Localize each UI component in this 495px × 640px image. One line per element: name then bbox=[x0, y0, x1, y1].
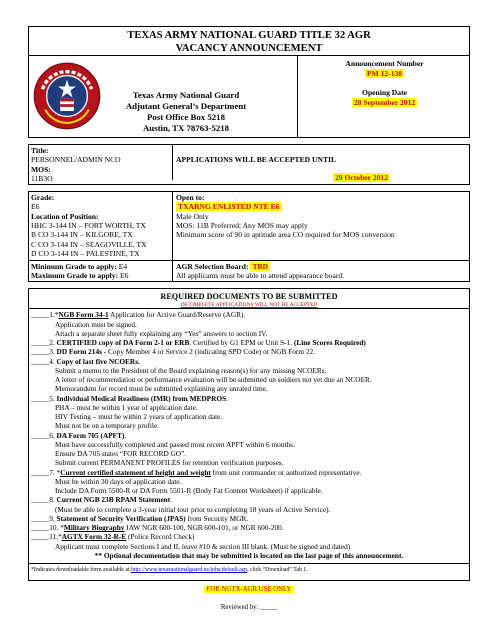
required-item bbox=[31, 329, 467, 338]
required-item bbox=[31, 532, 467, 541]
location-item: B CO 3-144 IN – KILGORE, TX bbox=[31, 230, 133, 240]
required-item-text: HIV Testing – must be within 2 years of application date. bbox=[55, 412, 223, 422]
required-item bbox=[31, 384, 467, 393]
dept-line: Texas Army National Guard bbox=[132, 90, 240, 100]
opening-date: 28 September 2012 bbox=[353, 98, 416, 107]
announcement-number-label: Announcement Number bbox=[345, 59, 424, 68]
required-item-text: . bbox=[226, 393, 228, 403]
required-item-text: - Copy Member 4 or Service 2 (indicating SPD Code) or NGB Form 22. bbox=[101, 347, 315, 357]
title-value: PERSONNEL/ADMIN NCO bbox=[31, 155, 121, 165]
required-item-text: _____5. bbox=[31, 393, 57, 403]
required-item bbox=[31, 310, 467, 319]
required-item bbox=[31, 449, 467, 458]
required-item bbox=[31, 542, 467, 551]
required-item-text: _____11.* bbox=[31, 532, 62, 542]
required-item bbox=[31, 366, 467, 375]
open-line: Minimum score of 90 in aptitude area CO required for MOS conversion bbox=[176, 230, 395, 240]
required-item-text: _____1.* bbox=[31, 310, 59, 320]
min-grade-label: Minimum Grade to apply: bbox=[31, 261, 117, 271]
required-item bbox=[31, 458, 467, 467]
open-line: MOS: 11B Preferred; Any MOS may apply bbox=[176, 221, 308, 231]
required-item-text: Ensure DA 705 states “FOR RECORD GO”. bbox=[55, 449, 187, 459]
required-item-text: Must not be on a temporary profile. bbox=[55, 421, 159, 431]
required-item bbox=[31, 514, 467, 523]
required-item-text: Attach a separate sheet fully explaining any “Yes” answers to section IV. bbox=[55, 328, 268, 338]
required-item bbox=[31, 440, 467, 449]
title-label: Title: bbox=[31, 146, 49, 155]
required-item-text: _____7. * bbox=[31, 467, 61, 477]
required-item-text: . bbox=[170, 495, 173, 505]
dept-line: Post Office Box 5218 bbox=[147, 112, 225, 122]
required-item bbox=[31, 421, 467, 430]
required-item-text: _____2. bbox=[31, 338, 57, 348]
closing-date: 29 October 2012 bbox=[334, 173, 388, 183]
use-only-label: FOR NGTX-AGR USE ONLY bbox=[204, 586, 295, 593]
required-item bbox=[31, 347, 467, 356]
title-line-1: TEXAS ARMY NATIONAL GUARD TITLE 32 AGR bbox=[127, 30, 371, 41]
required-item-text: _____8. bbox=[31, 495, 57, 505]
required-item bbox=[31, 338, 467, 347]
required-item bbox=[31, 505, 467, 514]
required-item bbox=[31, 431, 467, 440]
required-item-text: Individual Medical Readiness (IMR) from MEDPROS bbox=[56, 393, 227, 403]
required-item-text: (Must be able to complete a 3-year initial tour prior to completing 18 years of Active Service). bbox=[55, 504, 331, 514]
announcement-title bbox=[28, 26, 470, 56]
required-item-text: Must have successfully completed and passed most recent APFT within 6 months. bbox=[55, 439, 295, 449]
required-item-text: _____9. bbox=[31, 513, 57, 523]
required-item-text: Application for Active Guard/Reserve (AGR). bbox=[108, 310, 246, 320]
required-item-text: Application must be signed. bbox=[55, 319, 137, 329]
announcement-page bbox=[28, 26, 470, 612]
footer-note-prefix: *Indicates downloadable form available at bbox=[31, 567, 131, 574]
applications-until: APPLICATIONS WILL BE ACCEPTED UNTIL bbox=[176, 155, 337, 164]
announcement-info bbox=[297, 56, 471, 138]
selection-board-value: TBD bbox=[252, 261, 269, 271]
required-item-text: Submit a memo to the President of the Board explaining reason(s) for any missing NCOERs. bbox=[55, 365, 327, 375]
required-heading: REQUIRED DOCUMENTS TO BE SUBMITTED bbox=[160, 292, 338, 302]
required-item-text: Current certified statement of height and weight bbox=[60, 467, 211, 477]
required-item-text: Include DA Form 5500-R or DA Form 5501-R (Body Fat Content Worksheet) if applicable. bbox=[55, 486, 323, 496]
required-item-text: _____10. * bbox=[31, 523, 64, 533]
dept-line: Austin, TX 78763-5218 bbox=[142, 123, 230, 133]
required-item bbox=[31, 357, 467, 366]
mos-label: MOS: bbox=[31, 164, 51, 174]
forms-download-link[interactable]: http://www.texasnationalguard.us/jobs/default.asp bbox=[130, 567, 247, 574]
location-item: D CO 3-144 IN – PALESTINE, TX bbox=[31, 249, 140, 259]
required-item bbox=[31, 477, 467, 486]
required-item-text: ** Optional documentation that may be submitted is located on the last page of this announcement. bbox=[94, 550, 404, 560]
required-item-text: from Security MGR. bbox=[185, 513, 249, 523]
announcement-number: PM 12-138 bbox=[366, 69, 403, 78]
required-item-text: _____6. bbox=[31, 430, 57, 440]
mos-value: 11B3O bbox=[31, 174, 53, 184]
required-item-text: Current NGB 23B RPAM Statement bbox=[56, 495, 171, 505]
required-item bbox=[31, 394, 467, 403]
required-item-text: AGTX Form 32-R-E bbox=[61, 532, 127, 542]
required-item-text: . Certified by G1 EPM or Unit S-1. bbox=[189, 338, 294, 348]
required-item bbox=[31, 486, 467, 495]
department-address bbox=[111, 90, 261, 134]
dept-line: Adjutant General’s Department bbox=[125, 101, 247, 111]
footer-note bbox=[29, 563, 469, 580]
required-subheading: INCOMPLETE APPLICATIONS WILL NOT BE ACCEPTED bbox=[180, 302, 318, 309]
required-item-text: Submit current PERMANENT PROFILES for retention verification purposes. bbox=[55, 458, 284, 468]
location-item: HHC 3-144 IN – FORT WORTH, TX bbox=[31, 221, 146, 231]
min-grade-value: E4 bbox=[118, 261, 128, 271]
required-item-text: Must be within 30 days of application date. bbox=[55, 476, 182, 486]
required-item bbox=[31, 551, 467, 560]
reviewed-by: Reviewed by: _____ bbox=[220, 604, 278, 612]
header-body bbox=[28, 56, 470, 138]
opening-date-label: Opening Date bbox=[362, 88, 407, 97]
required-item-text: DA Form 705 (APFT) bbox=[56, 430, 125, 440]
required-item bbox=[31, 375, 467, 384]
required-item-text: Memorandum for record must be submitted explaining any unrated time. bbox=[55, 384, 268, 394]
max-grade-label: Maximum Grade to apply: bbox=[31, 271, 119, 281]
required-item-text: Applicant must complete Sections I and II, leave #10 & section III blank. (Must be signed and dated) bbox=[55, 541, 351, 551]
open-to-label: Open to: bbox=[176, 192, 205, 202]
required-item bbox=[31, 403, 467, 412]
required-item-text: IAW NGR 600-100, NGR 600-101, or NGR 600-200. bbox=[124, 523, 284, 533]
required-documents-list bbox=[29, 308, 469, 563]
open-to-value: TXARNG ENLISTED NTE E6 bbox=[178, 202, 280, 212]
required-item-text: Copy of last five NCOERs. bbox=[56, 356, 140, 366]
required-item bbox=[31, 320, 467, 329]
required-item-text: _____3. bbox=[31, 347, 57, 357]
required-item-text: A letter of recommendation or performance evaluation will be submitted on soldiers not yet due an NCOER. bbox=[55, 375, 372, 385]
required-item-text: NGB Form 34-1 bbox=[58, 310, 109, 320]
required-item-text: (Line Scores Required) bbox=[293, 338, 366, 348]
required-item-text: (Police Record Check) bbox=[126, 532, 195, 542]
national-guard-seal-logo bbox=[33, 62, 101, 130]
selection-board-label: AGR Selection Board: bbox=[176, 261, 249, 271]
grade-label: Grade: bbox=[31, 192, 55, 202]
required-item-text: PHA – must be within 1 year of application date. bbox=[55, 402, 198, 412]
required-item bbox=[31, 468, 467, 477]
grade-section bbox=[28, 191, 470, 283]
position-section bbox=[28, 144, 470, 185]
required-documents-section bbox=[28, 288, 470, 581]
location-item: C CO 3-144 IN – SEAGOVILLE, TX bbox=[31, 239, 147, 249]
title-line-2: VACANCY ANNOUNCEMENT bbox=[175, 42, 323, 54]
open-line: Male Only bbox=[176, 211, 209, 221]
required-item bbox=[31, 495, 467, 504]
location-label: Location of Position: bbox=[31, 211, 99, 221]
required-item-text: from unit commander or authorized representative. bbox=[210, 467, 362, 477]
footer-note-suffix: , click “Download” Tab 1. bbox=[247, 567, 308, 574]
max-grade-value: E6 bbox=[120, 271, 129, 281]
required-item bbox=[31, 523, 467, 532]
required-item-text: Statement of Security Verification (JPAS) bbox=[56, 513, 186, 523]
selection-board-note: All applicants must be able to attend appearance board. bbox=[176, 271, 345, 281]
required-item-text: Military Biography bbox=[63, 523, 125, 533]
required-item-text: . bbox=[124, 430, 127, 440]
grade-value: E6 bbox=[31, 202, 40, 212]
required-item-text: DD Form 214s bbox=[56, 347, 102, 357]
required-item-text: CERTIFIED copy of DA Form 2-1 or ERB bbox=[56, 338, 190, 348]
required-item-text: _____4. bbox=[31, 356, 57, 366]
required-item bbox=[31, 412, 467, 421]
